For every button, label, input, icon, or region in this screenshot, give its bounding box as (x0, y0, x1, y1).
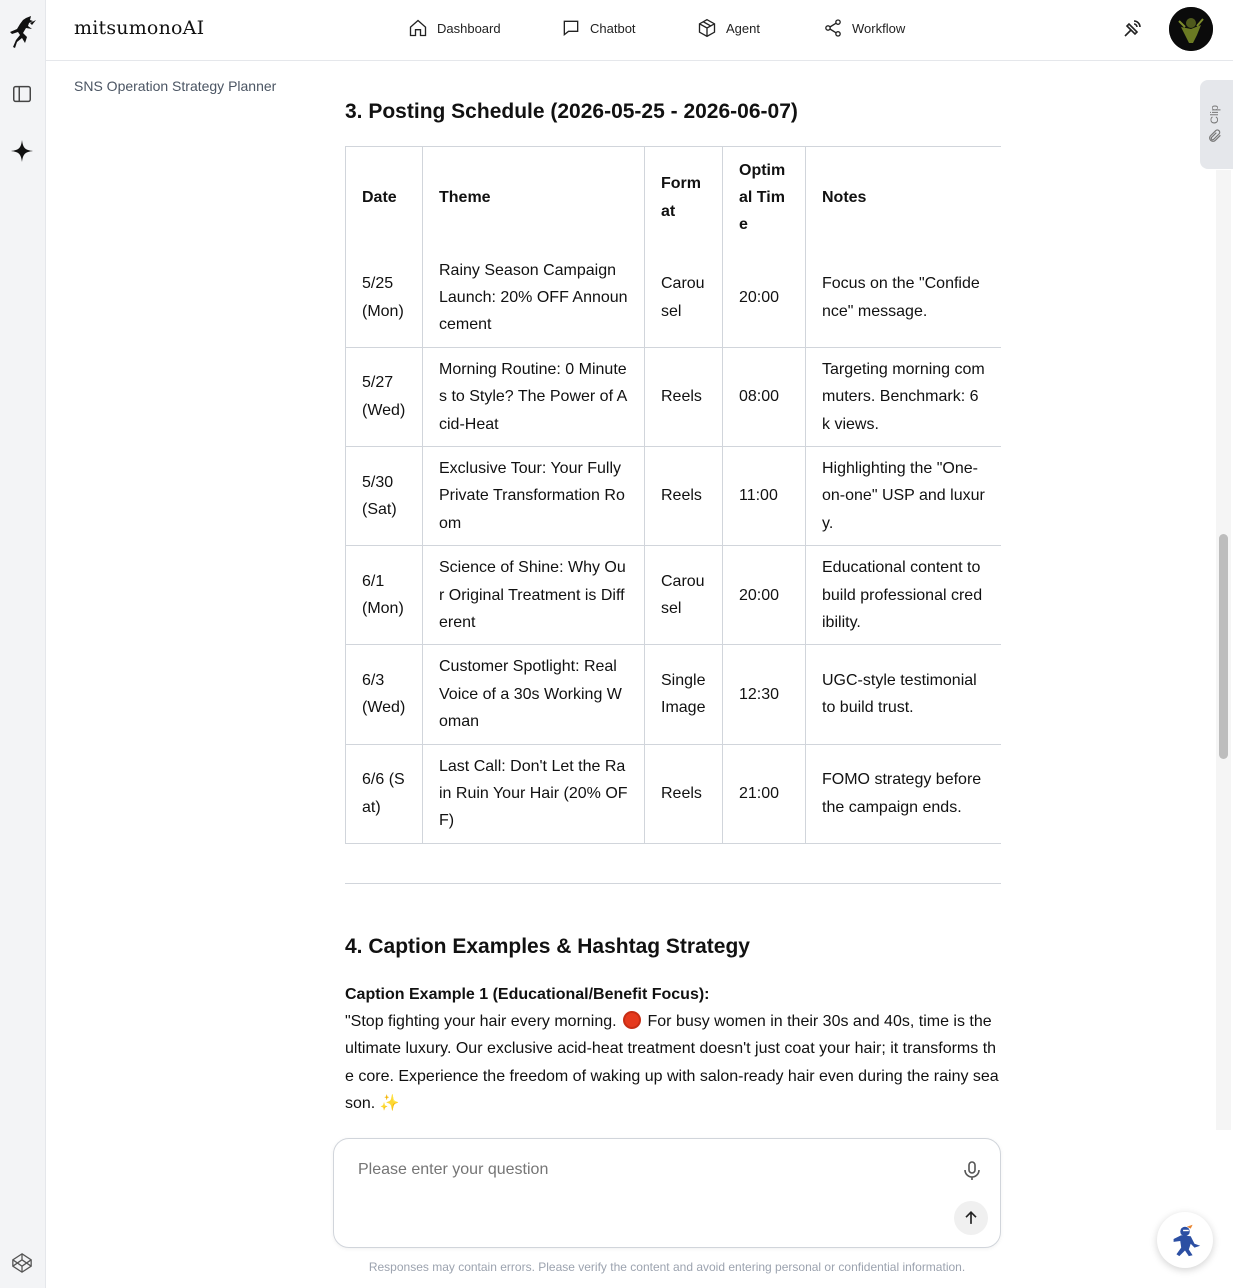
chat-bubble-icon (561, 18, 581, 38)
cell-theme: Morning Routine: 0 Minutes to Style? The Power of Acid-Heat (423, 347, 645, 446)
header-time: Optimal Time (723, 147, 806, 249)
cell-theme: Science of Shine: Why Our Original Treatment is Different (423, 546, 645, 645)
nav-dashboard[interactable] (408, 18, 501, 38)
table-header-row (346, 147, 1002, 249)
ninja-logo-icon[interactable] (6, 14, 40, 54)
ninja-assistant-button[interactable] (1157, 1212, 1213, 1268)
cell-format: Reels (645, 347, 723, 446)
nav-agent[interactable] (697, 18, 760, 38)
scrollbar-thumb[interactable] (1219, 534, 1228, 759)
question-input[interactable] (358, 1161, 918, 1179)
question-input-box (333, 1138, 1001, 1248)
cell-time: 11:00 (723, 446, 806, 545)
chat-content (345, 61, 1001, 1136)
section-title-caption-examples: 4. Caption Examples & Hashtag Strategy (345, 935, 750, 958)
top-header (46, 0, 1233, 61)
satellite-icon[interactable] (1120, 17, 1146, 43)
nav-chatbot[interactable] (561, 18, 636, 38)
header-date: Date (346, 147, 423, 249)
cell-theme: Last Call: Don't Let the Rain Ruin Your Hair (20% OFF) (423, 744, 645, 843)
section-title-posting-schedule: 3. Posting Schedule (2026-05-25 - 2026-06-07) (345, 100, 798, 123)
header-notes: Notes (806, 147, 1002, 249)
nav-label: Agent (726, 20, 760, 36)
share-nodes-icon (823, 18, 843, 38)
section-divider (345, 883, 1001, 884)
cell-notes: Targeting morning commuters. Benchmark: 6k views. (806, 347, 1002, 446)
cell-date: 5/27 (Wed) (346, 347, 423, 446)
nav-label: Dashboard (437, 20, 501, 36)
cell-notes: FOMO strategy before the campaign ends. (806, 744, 1002, 843)
ninja-mascot-icon (1166, 1221, 1204, 1259)
nav-workflow[interactable] (823, 18, 905, 38)
cell-date: 6/3 (Wed) (346, 645, 423, 744)
cell-time: 08:00 (723, 347, 806, 446)
codepen-cube-icon[interactable] (9, 1250, 35, 1276)
posting-schedule-table (345, 146, 1001, 844)
caption-example-title: Caption Example 1 (Educational/Benefit Focus): (345, 986, 710, 1003)
clip-label: Clip (1209, 105, 1221, 124)
table-row (346, 744, 1002, 843)
cell-theme: Exclusive Tour: Your Fully Private Transformation Room (423, 446, 645, 545)
cell-date: 5/30 (Sat) (346, 446, 423, 545)
cell-date: 6/1 (Mon) (346, 546, 423, 645)
table-row (346, 249, 1002, 348)
sparkle-icon[interactable] (9, 138, 35, 164)
cell-format: Reels (645, 744, 723, 843)
left-rail (0, 0, 46, 1288)
cell-theme: Rainy Season Campaign Launch: 20% OFF Announcement (423, 249, 645, 348)
sidebar-toggle-icon[interactable] (9, 81, 35, 107)
table-row (346, 347, 1002, 446)
breadcrumb[interactable]: SNS Operation Strategy Planner (74, 78, 277, 94)
cell-time: 21:00 (723, 744, 806, 843)
header-format: Format (645, 147, 723, 249)
paperclip-icon (1207, 128, 1223, 144)
cube-icon (697, 18, 717, 38)
cell-notes: Highlighting the "One-on-one" USP and luxury. (806, 446, 1002, 545)
cell-time: 12:30 (723, 645, 806, 744)
cell-notes: Focus on the "Confidence" message. (806, 249, 1002, 348)
caption-text: For busy women in their 30s and 40s, time is the ultimate luxury. Our exclusive acid-heat treatment doesn't just coat your hair; it transforms the core. Experience the freedom of waking up with salon-ready hair even during the rainy season. (345, 1013, 999, 1113)
avatar[interactable] (1169, 7, 1213, 51)
caption-example-body (345, 1008, 1001, 1118)
cell-format: Carousel (645, 546, 723, 645)
clip-tab[interactable] (1200, 80, 1233, 169)
caption-text: "Stop fighting your hair every morning. (345, 1013, 622, 1030)
stop-sign-icon (623, 1011, 641, 1029)
header-theme: Theme (423, 147, 645, 249)
cell-format: Carousel (645, 249, 723, 348)
cell-date: 6/6 (Sat) (346, 744, 423, 843)
cell-date: 5/25 (Mon) (346, 249, 423, 348)
sparkles-icon: ✨ (379, 1095, 400, 1113)
cell-theme: Customer Spotlight: Real Voice of a 30s Working Woman (423, 645, 645, 744)
cell-format: Reels (645, 446, 723, 545)
brand-name[interactable]: mitsumonoAI (74, 17, 205, 39)
microphone-icon[interactable] (960, 1159, 984, 1183)
table-row (346, 446, 1002, 545)
table-row (346, 546, 1002, 645)
nav-label: Workflow (852, 20, 906, 36)
home-icon (408, 18, 428, 38)
cell-notes: Educational content to build professional credibility. (806, 546, 1002, 645)
arrow-up-icon (961, 1208, 981, 1228)
cell-time: 20:00 (723, 249, 806, 348)
cell-format: Single Image (645, 645, 723, 744)
send-button[interactable] (954, 1201, 988, 1235)
disclaimer-text: Responses may contain errors. Please verify the content and avoid entering personal or confidential information. (368, 1260, 966, 1274)
cell-time: 20:00 (723, 546, 806, 645)
table-row (346, 645, 1002, 744)
cell-notes: UGC-style testimonial to build trust. (806, 645, 1002, 744)
nav-label: Chatbot (590, 20, 636, 36)
